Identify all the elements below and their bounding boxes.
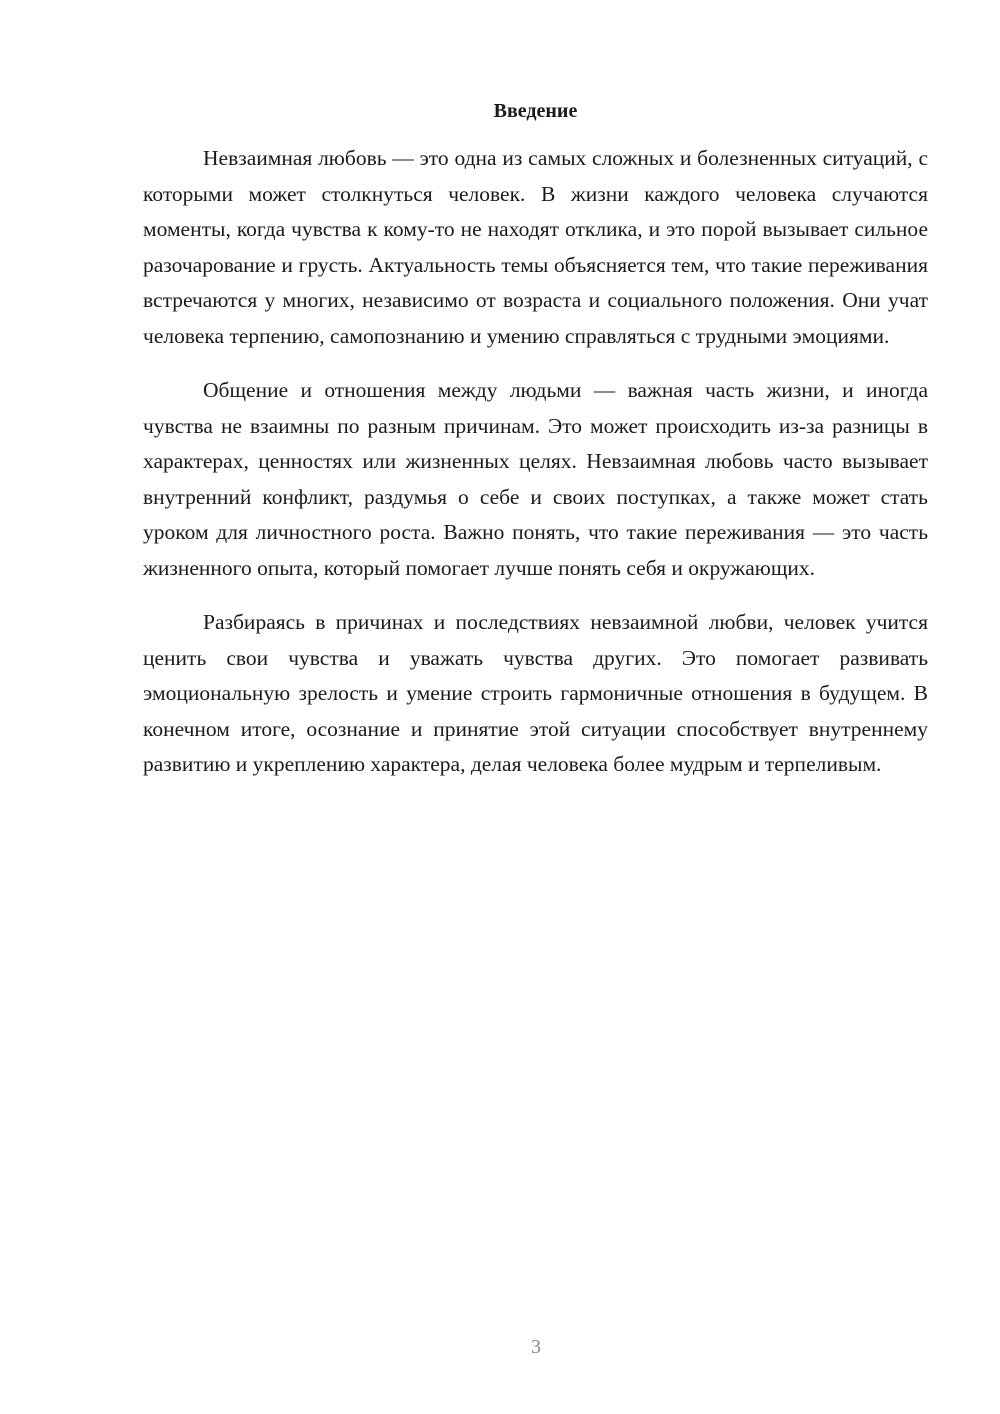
paragraph-2: Общение и отношения между людьми — важная часть жизни, и иногда чувства не взаимны по разным причинам. Это может происходить из-за разницы в характерах, ценностях или жизненных целях. Невзаимная любовь часто вызывает внутренний конфликт, раздумья о себе и своих поступках, а также может стать уроком для личностного роста. Важно понять, что такие переживания — это часть жизненного опыта, который помогает лучше понять себя и окружающих. xyxy=(143,378,928,580)
paragraph-3: Разбираясь в причинах и последствиях невзаимной любви, человек учится ценить свои чувства и уважать чувства других. Это помогает развивать эмоциональную зрелость и умение строить гармоничные отношения в будущем. В конечном итоге, осознание и принятие этой ситуации способствует внутреннему развитию и укреплению характера, делая человека более мудрым и терпеливым. xyxy=(143,610,928,776)
page-number: 3 xyxy=(531,1336,541,1358)
section-title: Введение xyxy=(493,100,578,122)
paragraph-1: Невзаимная любовь — это одна из самых сложных и болезненных ситуаций, с которыми может столкнуться человек. В жизни каждого человека случаются моменты, когда чувства к кому-то не находят отклика, и это порой вызывает сильное разочарование и грусть. Актуальность темы объясняется тем, что такие переживания встречаются у многих, независимо от возраста и социального положения. Они учат человека терпению, самопознанию и умению справляться с трудными эмоциями. xyxy=(143,146,928,348)
page-content xyxy=(143,96,928,783)
